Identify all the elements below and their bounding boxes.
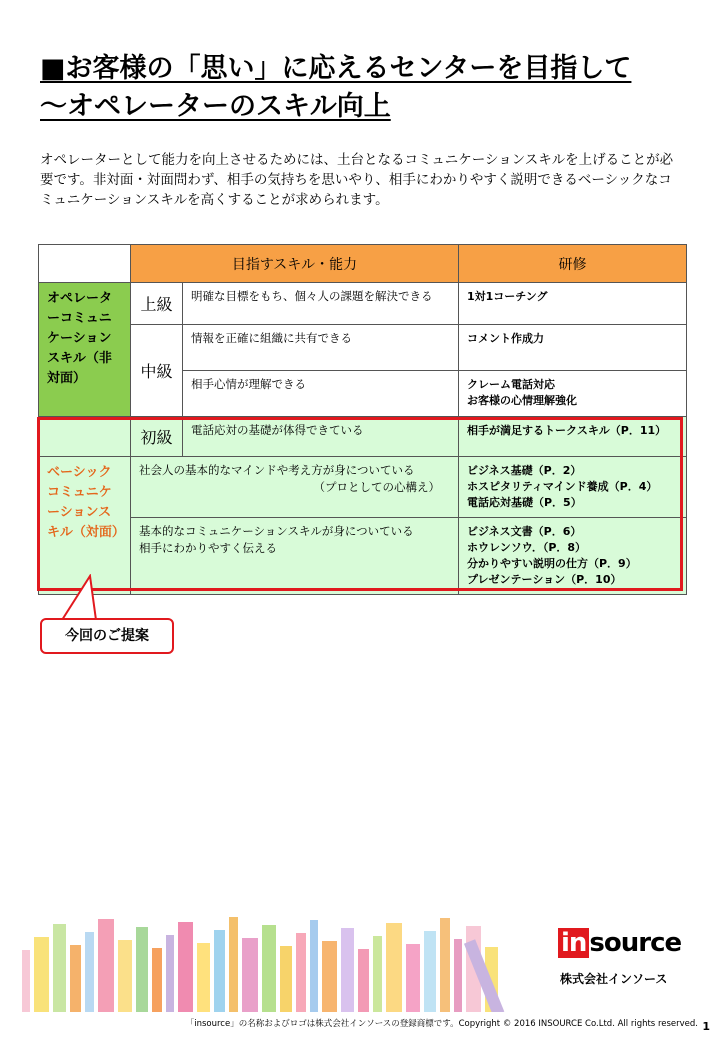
row-desc (131, 457, 459, 518)
row-desc: 相手心情が理解できる (183, 371, 459, 417)
row-training (459, 371, 687, 417)
category-nonface: オペレーターコミュニケーションスキル（非対面） (39, 283, 131, 417)
callout-pointer (60, 574, 110, 622)
book-spine (341, 928, 354, 1012)
training-item: ホスピタリティマインド養成（P．4） (467, 480, 658, 493)
book-spine (152, 948, 162, 1012)
training-item: 電話応対基礎（P．5） (467, 496, 582, 509)
row-desc-sub: （プロとしての心構え） (313, 480, 440, 494)
table-corner (39, 245, 131, 283)
book-spine (296, 933, 306, 1012)
title-line-1: ■お客様の「思い」に応えるセンターを目指して (40, 53, 632, 84)
book-spine (34, 937, 49, 1012)
book-spine (262, 925, 276, 1012)
title-line-2: ～オペレーターのスキル向上 (40, 91, 391, 122)
row-training (459, 325, 687, 371)
book-spine (386, 923, 402, 1012)
page-title (40, 50, 680, 126)
row-desc (131, 518, 459, 595)
books-illustration (22, 912, 542, 1012)
row-desc: 情報を正確に組織に共有できる (183, 325, 459, 371)
training-item: プレゼンテーション（P．10） (467, 573, 622, 586)
category-basic-top (39, 417, 131, 457)
book-spine (214, 930, 225, 1012)
training-item: ビジネス文書（P．6） (467, 525, 582, 538)
training-item: ホウレンソウ．（P．8） (467, 541, 587, 554)
level-intermediate: 中級 (131, 325, 183, 417)
book-spine (310, 920, 318, 1012)
level-beginner: 初級 (131, 417, 183, 457)
book-spine (166, 935, 174, 1012)
intro-paragraph: オペレーターとして能力を向上させるためには、土台となるコミュニケーションスキルを上げることが必要です。非対面・対面問わず、相手の気持ちを思いやり、相手にわかりやすく説明できるベーシックなコミュニケーションスキルを高くすることが求められます。 (40, 152, 674, 208)
book-spine (373, 936, 382, 1012)
row-desc: 電話応対の基礎が体得できている (183, 417, 459, 457)
book-spine (229, 917, 238, 1012)
row-training (459, 518, 687, 595)
book-spine (242, 938, 258, 1012)
training-item: 1対1コーチング (467, 290, 548, 303)
book-spine (280, 946, 292, 1012)
book-spine (440, 918, 450, 1012)
row-training (459, 417, 687, 457)
page-number: 1 (702, 1020, 710, 1033)
row-desc-sub: 相手にわかりやすく伝える (139, 541, 277, 555)
header-skills: 目指すスキル・能力 (131, 245, 459, 283)
footer-copyright: 「insource」の名称およびロゴは株式会社インソースの登録商標です。Copyright © 2016 INSOURCE Co.Ltd. All rights reserved. (185, 1019, 698, 1029)
row-desc-main: 基本的なコミュニケーションスキルが身についている (139, 524, 414, 538)
training-item: クレーム電話対応 (467, 378, 555, 391)
insource-logo (558, 928, 683, 998)
book-spine (53, 924, 66, 1012)
training-item: お客様の心情理解強化 (467, 394, 577, 407)
book-spine (322, 941, 337, 1012)
book-spine (98, 919, 114, 1012)
proposal-callout: 今回のご提案 (40, 618, 174, 654)
training-item: 相手が満足するトークスキル（P．11） (467, 424, 667, 437)
skills-table (38, 244, 687, 595)
row-desc: 明確な目標をもち、個々人の課題を解決できる (183, 283, 459, 325)
level-advanced: 上級 (131, 283, 183, 325)
book-spine (424, 931, 436, 1012)
book-spine (118, 940, 132, 1012)
book-spine (197, 943, 210, 1012)
row-training (459, 283, 687, 325)
book-spine (178, 922, 193, 1012)
book-spine (22, 950, 30, 1012)
company-name: 株式会社インソース (560, 972, 668, 986)
book-spine (454, 939, 462, 1012)
training-item: コメント作成力 (467, 332, 544, 345)
logo-wordmark: in source (558, 928, 681, 958)
book-spine (85, 932, 94, 1012)
book-spine (70, 945, 81, 1012)
book-spine (358, 949, 369, 1012)
header-training: 研修 (459, 245, 687, 283)
row-desc-main: 社会人の基本的なマインドや考え方が身についている (139, 463, 415, 477)
book-spine (406, 944, 420, 1012)
training-item: 分かりやすい説明の仕方（P．9） (467, 557, 637, 570)
training-item: ビジネス基礎（P．2） (467, 464, 582, 477)
row-training (459, 457, 687, 518)
category-basic: ベーシックコミュニケーションスキル（対面） (39, 457, 131, 595)
book-spine (136, 927, 148, 1012)
